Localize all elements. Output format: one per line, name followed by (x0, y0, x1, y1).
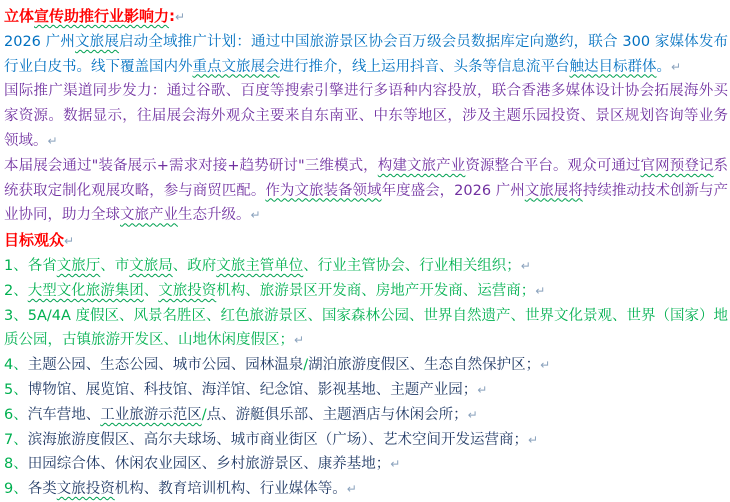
text-segment: 启动全域推广计划：通过中国旅游景区协会百万级会员数据库定向邀约，联合 300 家媒体发布行业白皮书。线下覆盖国内外 (4, 33, 728, 75)
list-item-3 (4, 304, 728, 354)
text-segment: 目标观众 (4, 231, 65, 250)
paragraph-mark: ↵ (477, 382, 488, 397)
spellcheck-flagged-text: 官网预登记 (640, 157, 714, 174)
section-heading-promotion (4, 4, 728, 30)
list-item-1 (4, 254, 728, 279)
text-segment: 2、 (4, 282, 28, 299)
paragraph-promotion-plan (4, 30, 728, 80)
spellcheck-flagged-text: 文旅展 (75, 33, 120, 50)
paragraph-mark: ↵ (520, 258, 531, 273)
list-item-9 (4, 477, 728, 502)
text-segment: 田园综合体、休闲农业园区、乡村旅游景区、康养基地； (27, 456, 391, 473)
paragraph-international-channels (4, 79, 728, 153)
paragraph-mark: ↵ (294, 333, 305, 348)
spellcheck-flagged-text: 文旅投资 (158, 282, 217, 299)
spellcheck-flagged-text: 宣传助推行业影响力 (34, 7, 170, 25)
text-segment: 2026 广州 (4, 33, 76, 50)
spellcheck-flagged-text: 文旅主管单位 (216, 257, 304, 274)
paragraph-mark: ↵ (47, 133, 58, 148)
text-segment: 、政府 (172, 257, 217, 274)
text-segment: / (201, 406, 207, 423)
paragraph-mark: ↵ (535, 283, 546, 298)
list-item-5 (4, 378, 728, 403)
spellcheck-flagged-text: 重点文旅展会 (192, 58, 280, 75)
paragraph-mark: ↵ (175, 10, 186, 24)
text-segment: 5、 (4, 381, 28, 398)
text-segment: 机构、教育培训机构、行业媒体等。 (114, 481, 347, 498)
text-segment: 4、 (4, 357, 28, 374)
text-segment: 资源整合平台。观众可通过 (465, 157, 641, 174)
text-segment: 主题公园、生态公园、城市公园、园林温泉 (27, 357, 304, 374)
text-segment: 进行推介，线上运用抖音、头条等信息流平台 (279, 58, 570, 75)
list-item-8 (4, 452, 728, 477)
list-item-7 (4, 428, 728, 453)
text-segment: 汽车营地、 (27, 406, 101, 423)
spellcheck-flagged-text: 文旅局 (129, 257, 173, 274)
text-segment: 滨海旅游度假区、高尔夫球场、城市商业街区（广场）、艺术空间开发运营商； (27, 431, 528, 448)
text-segment: 9、 (4, 481, 28, 498)
list-item-4 (4, 353, 728, 378)
spellcheck-flagged-text: 文旅产业 (120, 207, 178, 224)
text-segment: 持续推动技术创新与产业协同，助力全球 (4, 182, 729, 224)
text-segment: 生态升级。 (178, 207, 251, 224)
text-segment: 7、 (4, 431, 28, 448)
text-segment: 、行业主管协会、行业相关组织； (303, 257, 521, 274)
text-segment: 点、游艇俱乐部、主题酒店与休闲会所； (206, 406, 468, 423)
text-segment: 8、 (4, 456, 28, 473)
document-body[interactable] (4, 4, 728, 502)
text-segment: 6、 (4, 406, 28, 423)
text-segment: 博物馆、展览馆、科技馆、海洋馆、纪念馆、影视基地、主题产业园； (27, 381, 478, 398)
spellcheck-flagged-text: 文旅投资 (56, 481, 115, 498)
spellcheck-flagged-text: 工业旅游示范区 (100, 406, 202, 423)
text-segment: 立体 (4, 7, 35, 25)
text-segment: / (303, 357, 309, 374)
paragraph-mark: ↵ (540, 358, 551, 373)
text-segment: 1、各省 (4, 257, 57, 274)
spellcheck-flagged-text: 文旅厅 (56, 257, 101, 274)
text-segment: 机构、旅游景区开发商、房地产开发商、运营商； (216, 282, 536, 299)
text-segment: 。 (656, 58, 671, 75)
paragraph-mark: ↵ (527, 432, 539, 447)
text-segment: 3、5A/4A 度假区、风景名胜区、红色旅游景区、国家森林公园、世界自然遗产、世界文化景观、世界（国家）地质公园，古镇旅游开发区、山地休闲度假区； (4, 307, 729, 349)
list-item-2 (4, 279, 728, 304)
paragraph-mark: ↵ (390, 457, 401, 472)
text-segment: 年度盛会，2026 广州 (381, 182, 525, 199)
spellcheck-flagged-text: 大型文化旅游集团 (27, 282, 144, 299)
paragraph-mark: ↵ (250, 208, 261, 223)
text-segment: 本届展会通过"装备展示+需求对接+趋势研讨"三维模式， (4, 157, 378, 174)
paragraph-mark: ↵ (346, 482, 357, 497)
paragraph-mark: ↵ (64, 234, 75, 249)
list-item-6 (4, 403, 728, 428)
text-segment: : (169, 7, 176, 25)
paragraph-mark: ↵ (671, 59, 682, 74)
spellcheck-flagged-text: 作为文旅装备领域 (265, 182, 382, 199)
text-segment: 、市 (100, 257, 130, 274)
paragraph-exhibition-mode (4, 154, 728, 228)
spellcheck-flagged-text: 文旅展将 (524, 182, 583, 199)
spellcheck-flagged-text: 构建文旅产业 (377, 157, 466, 174)
section-heading-target-audience (4, 228, 728, 254)
text-segment: 国际推广渠道同步发力：通过谷歌、百度等搜索引擎进行多语种内容投放，联合香港多媒体设计协会拓展海外买家资源。数据显示，往届展会海外观众主要来自东南亚、中东等地区，涉及主题乐园投资、景区规划咨询等业务领域。 (4, 83, 728, 149)
text-segment: 各类 (27, 481, 57, 498)
text-segment: 系统获取定制化观展攻略，参与商贸匹配。 (4, 157, 729, 199)
spellcheck-flagged-text: 触达目标群体 (569, 58, 657, 75)
text-segment: 湖泊旅游度假区、生态自然保护区； (308, 357, 541, 374)
text-segment: 、 (143, 282, 159, 299)
paragraph-mark: ↵ (467, 407, 478, 422)
